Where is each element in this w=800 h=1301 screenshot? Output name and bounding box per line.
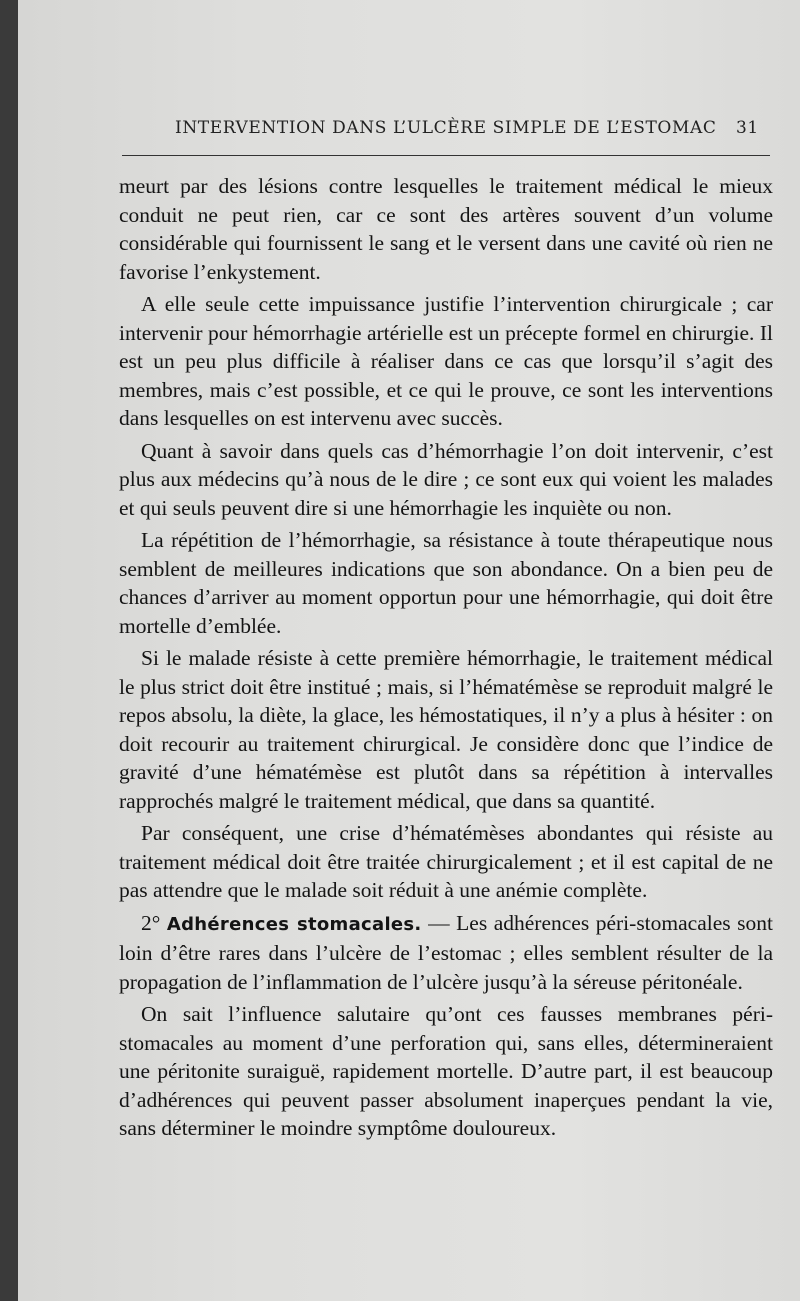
section-text: Les adhérences péri-stomacales sont loin d’être rares dans l’ulcère de l’estomac ; elles semblent résulter de la propagation de l’inflammation de l’ulcère jusqu’à la séreuse péritonéale.	[119, 910, 774, 994]
section-heading: Adhérences stomacales.	[166, 913, 422, 935]
paragraph: Par conséquent, une crise d’hématémèses abondantes qui résiste au traitement médical doit être traitée chirurgicalement ; et il est capital de ne pas attendre que le malade soit réduit à une anémie complète.	[119, 821, 773, 902]
paragraph: On sait l’influence salutaire qu’ont ces fausses membranes péri-stomacales au moment d’une perforation qui, sans elles, détermineraient une péritonite suraiguë, rapidement mortelle. D’autre part, il est beaucoup d’adhérences qui peuvent passer absolument inaperçues pendant la vie, sans déterminer le moindre symptôme douloureux.	[119, 1002, 773, 1140]
paragraph: meurt par des lésions contre lesquelles le traitement médical le mieux conduit ne peut rien, car ce sont des artères souvent d’un volume considérable qui fournissent le sang et le versent dans une cavité où rien ne favorise l’enkystement.	[119, 174, 773, 284]
page-number: 31	[736, 118, 759, 138]
page-header	[18, 118, 800, 148]
paragraph: La répétition de l’hémorrhagie, sa résistance à toute thérapeutique nous semblent de meilleures indications que son abondance. On a bien peu de chances d’arriver au moment opportun pour une hémorrhagie, qui doit être mortelle d’emblée.	[119, 528, 773, 638]
paragraph: Quant à savoir dans quels cas d’hémorrhagie l’on doit intervenir, c’est plus aux médecins qu’à nous de le dire ; ce sont eux qui voient les malades et qui seuls peuvent dire si une hémorrhagie les inquiète ou non.	[119, 438, 773, 520]
book-page	[18, 0, 800, 1301]
paragraph: Si le malade résiste à cette première hémorrhagie, le traitement médical le plus strict doit être institué ; mais, si l’hématémèse se reproduit malgré le repos absolu, la diète, la glace, les hémostatiques, il n’y a plus à hésiter : on doit recourir au traitement chirurgical. Je considère donc que l’indice de gravité d’une hématémèse est plutôt dans sa répétition à intervalles rapprochés malgré le traitement médical, que dans sa quantité.	[119, 646, 773, 813]
paragraph: A elle seule cette impuissance justifie l’intervention chirurgicale ; car intervenir pour hémorrhagie artérielle est un précepte formel en chirurgie. Il est un peu plus difficile à réaliser dans ce cas que lorsqu’il s’agit des membres, mais c’est possible, et ce qui le prouve, ce sont les interventions dans lesquelles on est intervenu avec succès.	[119, 292, 773, 430]
page-body	[119, 172, 773, 1143]
section-number: 2°	[141, 910, 161, 935]
running-title: INTERVENTION DANS L’ULCÈRE SIMPLE DE L’ESTOMAC	[175, 118, 717, 138]
section-dash: —	[428, 910, 450, 935]
section-paragraph	[119, 909, 773, 997]
header-rule	[122, 155, 770, 156]
